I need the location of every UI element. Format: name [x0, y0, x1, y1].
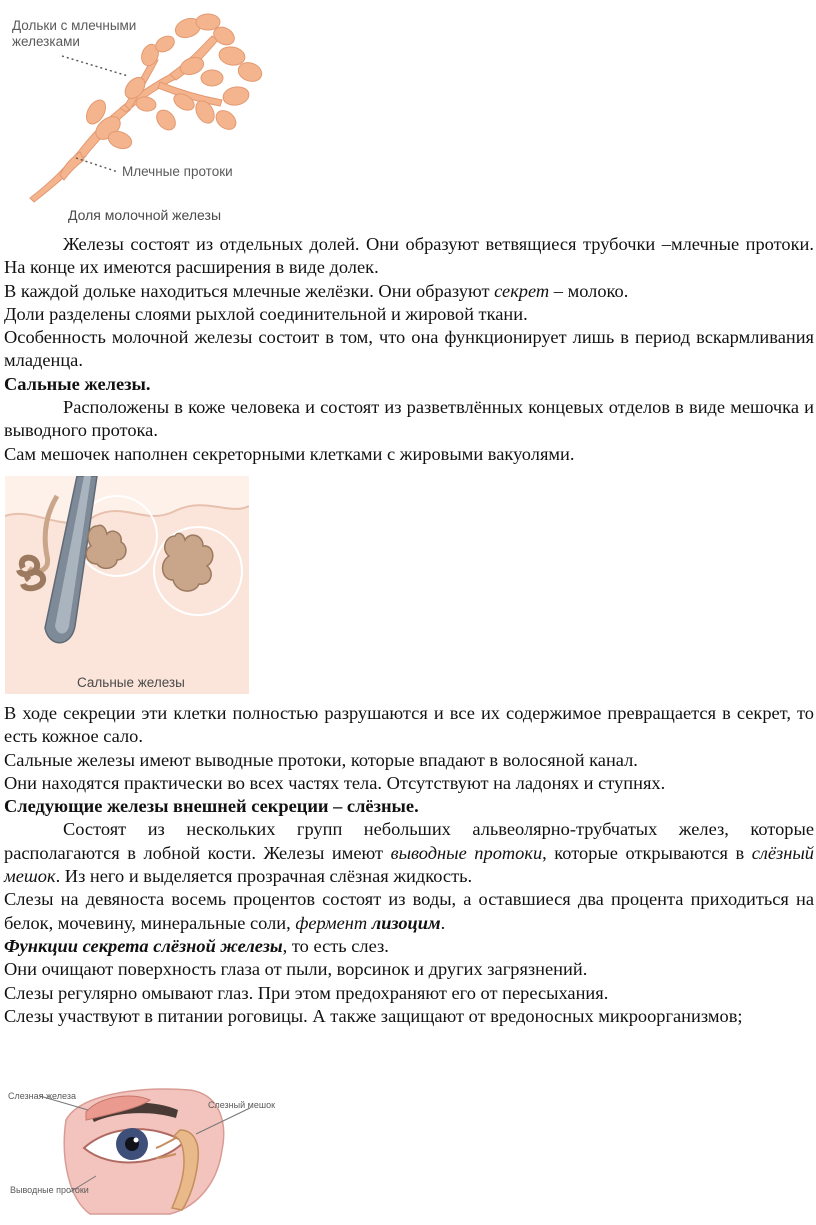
- paragraph: [4, 818, 814, 888]
- paragraph: [4, 233, 814, 280]
- paragraph-text: Расположены в коже человека и состоят из разветвлённых концевых отделов в виде мешочка и выводного протока.: [4, 397, 814, 441]
- paragraph-text: . Из него и выделяется прозрачная слёзная жидкость.: [55, 866, 473, 887]
- figure-caption: Доля молочной железы: [68, 207, 222, 223]
- paragraph-text: Слезы регулярно омывают глаз. При этом предохраняют его от пересыхания.: [4, 982, 609, 1003]
- term-lacrimal-sac: слёзный мешок: [4, 842, 814, 887]
- paragraph-text: Сам мешочек наполнен секреторными клетками с жировыми вакуолями.: [4, 443, 575, 464]
- paragraph-text: В ходе секреции эти клетки полностью разрушаются и все их содержимое превращается в секрет, то есть кожное сало.: [4, 703, 814, 747]
- paragraph-text: Особенность молочной железы состоит в том, что она функционирует лишь в период вскармливания младенца.: [4, 327, 814, 371]
- paragraph: [4, 326, 814, 373]
- paragraph-text: Слезы на девяноста восемь процентов состоят из воды, а оставшиеся два процента приходиться на белок, мочевину, минеральные соли,: [4, 889, 814, 933]
- text-block-sebaceous-lacrimal: [4, 702, 814, 1028]
- paragraph-text: Они очищают поверхность глаза от пыли, ворсинок и других загрязнений.: [4, 959, 588, 980]
- paragraph-text: Слезы участвуют в питании роговицы. А также защищают от вредоносных микроорганизмов;: [4, 1005, 743, 1026]
- paragraph: [4, 280, 814, 303]
- paragraph-text: Доли разделены слоями рыхлой соединительной и жировой ткани.: [4, 303, 528, 324]
- paragraph: [4, 772, 814, 795]
- label-excretory-ducts: Выводные протоки: [10, 1185, 89, 1195]
- paragraph-text: – молоко.: [549, 280, 629, 301]
- mammary-lobe-figure: [0, 0, 290, 228]
- term-lysozyme: лизоцим: [371, 912, 441, 933]
- paragraph: [4, 935, 814, 958]
- paragraph: [4, 982, 814, 1005]
- figure-caption: Сальные железы: [77, 675, 185, 690]
- paragraph: [4, 749, 814, 772]
- section-heading-sebaceous: Сальные железы.: [4, 373, 151, 394]
- paragraph: [4, 443, 814, 466]
- section-heading-lacrimal: Следующие железы внешней секреции – слёзные.: [4, 796, 419, 817]
- paragraph-text: Железы состоят из отдельных долей. Они образуют ветвящиеся трубочки –млечные протоки. На конце их имеются расширения в виде долек.: [4, 234, 814, 278]
- label-milk-ducts: Млечные протоки: [122, 164, 233, 179]
- paragraph-text: Состоят из нескольких групп небольших альвеолярно-трубчатых желез, которые располагаются в лобной кости. Железы имеют: [4, 819, 814, 863]
- paragraph-text: , то есть слез.: [282, 935, 389, 956]
- sebaceous-glands-figure: [5, 476, 249, 694]
- paragraph: [4, 702, 814, 749]
- term-enzyme: фермент: [295, 912, 368, 933]
- paragraph: [4, 958, 814, 981]
- label-lobules: Дольки с млечными железками: [12, 18, 137, 49]
- label-lacrimal-sac: Слезный мешок: [208, 1100, 276, 1110]
- label-lacrimal-gland: Слезная железа: [8, 1091, 76, 1101]
- paragraph-text: , которые открываются в: [542, 842, 752, 863]
- sebaceous-glands-illustration: [5, 476, 249, 694]
- paragraph: [4, 396, 814, 443]
- paragraph-text: Они находятся практически во всех частях тела. Отсутствуют на ладонях и ступнях.: [4, 772, 666, 793]
- paragraph-text: Сальные железы имеют выводные протоки, которые впадают в волосяной канал.: [4, 749, 638, 770]
- term-secret: секрет: [494, 280, 550, 301]
- functions-heading: Функции секрета слёзной железы: [4, 935, 283, 956]
- paragraph-text: В каждой дольке находиться млечные желёзки. Они образуют: [4, 280, 495, 301]
- lacrimal-gland-figure: [0, 1080, 300, 1220]
- paragraph: [4, 1005, 814, 1028]
- term-excretory-ducts: выводные протоки: [390, 842, 543, 863]
- text-block-mammary: [4, 233, 814, 466]
- paragraph: Слезы на девяноста восемь процентов состоят из воды, а оставшиеся два процента приходиться на белок, мочевину, минеральные соли, фермент лизоцим.: [4, 889, 814, 933]
- paragraph: [4, 303, 814, 326]
